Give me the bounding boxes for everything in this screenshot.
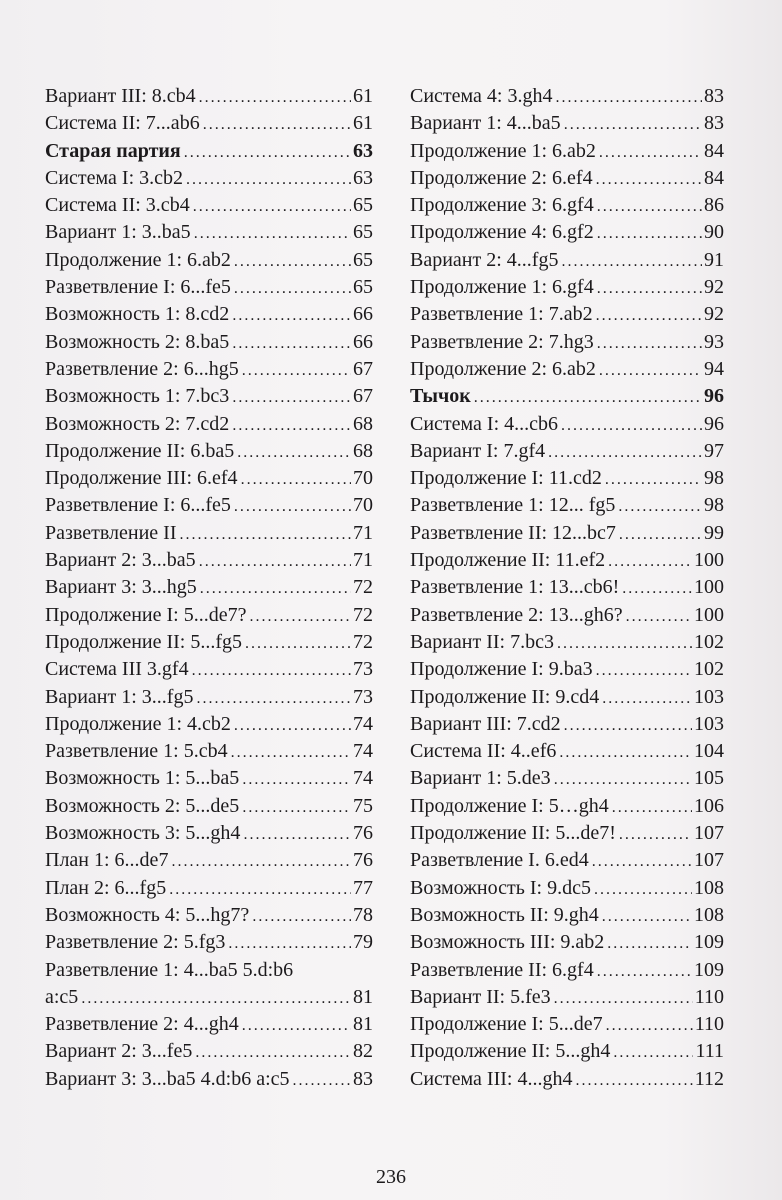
toc-entry-label: Система I: 3.cb2 [45,166,184,189]
toc-entry [410,957,724,984]
dot-leader [231,739,351,766]
toc-entry [410,847,724,874]
toc-entry [410,875,724,902]
toc-entry-label: Вариант 1: 5.de3 [410,767,551,790]
toc-entry-page-number: 91 [704,248,724,271]
toc-entry [410,165,724,192]
toc-entry-page-number: 109 [694,931,724,954]
toc-entry-page-number: 72 [353,576,373,599]
toc-entry-label: Вариант 1: 4...ba5 [410,112,561,135]
toc-entry [45,356,373,383]
toc-entry-page-number: 94 [704,357,724,380]
toc-entry-label: Система III: 4...gh4 [410,1067,573,1090]
toc-entry-page-number: 77 [353,876,373,899]
toc-entry-page-number: 72 [353,630,373,653]
dot-leader [195,1039,351,1066]
toc-entry-page-number: 65 [353,221,373,244]
toc-entry-page-number: 98 [704,494,724,517]
toc-entry [45,738,373,765]
toc-entry-page-number: 86 [704,194,724,217]
toc-entry-label: Продолжение I: 9.ba3 [410,658,593,681]
toc-entry [410,219,724,246]
toc-entry-label: Разветвление 2: 6...hg5 [45,357,239,380]
toc-entry [45,875,373,902]
toc-entry [45,711,373,738]
toc-entry-label: Вариант 1: 3..ba5 [45,221,191,244]
toc-entry-page-number: 106 [694,794,724,817]
toc-entry-label: Продолжение 1: 4.cb2 [45,712,231,735]
toc-entry [410,820,724,847]
toc-entry-page-number: 90 [704,221,724,244]
toc-entry-page-number: 82 [353,1040,373,1063]
toc-entry-page-number: 107 [694,849,724,872]
toc-entry-label: Возможность 3: 5...gh4 [45,822,241,845]
toc-entry [45,383,373,410]
toc-entry-page-number: 67 [353,357,373,380]
dot-leader [575,1067,692,1094]
toc-entry-page-number: 108 [694,903,724,926]
dot-leader [556,84,703,111]
toc-entry-page-number: 72 [353,603,373,626]
toc-entry-page-number: 112 [694,1067,724,1090]
dot-leader [228,930,351,957]
toc-entry-page-number: 66 [353,330,373,353]
toc-entry-label: Продолжение 2: 6.ef4 [410,166,593,189]
toc-entry-page-number: 67 [353,385,373,408]
dot-leader [612,794,692,821]
toc-entry-page-number: 71 [353,549,373,572]
toc-entry-label: Возможность 2: 7.cd2 [45,412,230,435]
toc-entry-label: Продолжение II: 5...de7! [410,822,616,845]
toc-entry-label-continued: a:c5 [45,985,79,1008]
toc-entry [410,1038,724,1065]
dot-leader [554,985,693,1012]
toc-entry-label: Продолжение II: 11.ef2 [410,549,606,572]
dot-leader [596,657,692,684]
toc-entry-label: Продолжение II: 6.ba5 [45,439,235,462]
toc-entry-page-number: 73 [353,685,373,708]
toc-entry-label: Разветвление I: 6...fe5 [45,494,231,517]
toc-entry-label: Продолжение I: 11.cd2 [410,467,602,490]
toc-entry-label: Вариант III: 7.cd2 [410,712,561,735]
toc-entry-page-number: 83 [704,85,724,107]
toc-entry-label: Возможность I: 9.dc5 [410,876,591,899]
dot-leader [186,166,351,193]
toc-entry-page-number: 103 [694,685,724,708]
dot-leader [564,111,702,138]
toc-entry-label: План 1: 6...de7 [45,849,169,872]
dot-leader [200,575,351,602]
dot-leader [597,220,702,247]
toc-entry-page-number: 63 [353,166,373,189]
toc-entry-label: Возможность 2: 5...de5 [45,794,240,817]
toc-entry [410,438,724,465]
toc-entry [410,301,724,328]
toc-entry [45,1011,373,1038]
dot-leader [193,193,351,220]
dot-leader [192,657,351,684]
toc-entry-page-number: 110 [694,1013,724,1036]
toc-entry-page-number: 70 [353,467,373,490]
toc-entry-label: Разветвление 1: 13...cb6! [410,576,620,599]
dot-leader [194,220,351,247]
toc-entry [45,492,373,519]
toc-entry [45,656,373,683]
toc-entry [410,984,724,1011]
dot-leader [592,848,692,875]
toc-entry [45,301,373,328]
toc-entry-page-number: 75 [353,794,373,817]
toc-entry-label: Продолжение I: 5…gh4 [410,794,609,817]
toc-entry [45,520,373,547]
toc-entry-page-number: 81 [353,1013,373,1036]
toc-entry-label: Разветвление II [45,521,177,544]
toc-entry [410,192,724,219]
toc-entry-label: Возможность 2: 8.ba5 [45,330,230,353]
toc-entry-label: Возможность III: 9.ab2 [410,931,605,954]
toc-entry-label: Разветвление I. 6.ed4 [410,849,589,872]
toc-entry-label: Продолжение II: 9.cd4 [410,685,600,708]
toc-entry-page-number: 74 [353,767,373,790]
dot-leader [242,1012,351,1039]
dot-leader [597,958,692,985]
toc-entry [45,820,373,847]
toc-entry [45,574,373,601]
toc-entry [45,219,373,246]
toc-entry-label: Возможность II: 9.gh4 [410,903,599,926]
toc-entry-label: Разветвление II: 6.gf4 [410,958,594,981]
dot-leader [564,712,692,739]
toc-entry [45,602,373,629]
dot-leader [199,548,351,575]
toc-entry-label: Разветвление 1: 5.cb4 [45,740,228,763]
dot-leader [293,1067,351,1094]
toc-entry [45,957,373,1012]
toc-entry-page-number: 102 [694,658,724,681]
toc-entry-page-number: 83 [704,112,724,135]
dot-leader [245,630,351,657]
toc-entry [45,110,373,137]
dot-leader [179,521,351,548]
toc-entry-label: Продолжение II: 5...gh4 [410,1040,611,1063]
dot-leader [596,166,702,193]
toc-entry [45,629,373,656]
toc-entry-page-number: 99 [704,521,724,544]
toc-entry-label: Система 4: 3.gh4 [410,85,553,107]
toc-entry-label: Продолжение 1: 6.ab2 [410,139,596,162]
toc-entry-page-number: 108 [694,876,724,899]
dot-leader [619,821,692,848]
toc-entry [410,793,724,820]
dot-leader [196,685,351,712]
toc-entry [410,247,724,274]
toc-entry-label: Вариант 2: 3...ba5 [45,549,196,572]
toc-entry-page-number: 107 [694,822,724,845]
toc-entry [45,192,373,219]
toc-entry-page-number: 61 [353,112,373,135]
toc-entry-label: Вариант 1: 3...fg5 [45,685,194,708]
toc-entry-label: Разветвление II: 12...bc7 [410,521,616,544]
toc-entry [410,738,724,765]
dot-leader [184,139,351,166]
toc-entry [410,274,724,301]
toc-entry-page-number: 92 [704,303,724,326]
dot-leader [602,903,692,930]
dot-leader [619,521,702,548]
dot-leader [237,439,351,466]
toc-entry-label: Вариант I: 7.gf4 [410,439,546,462]
toc-entry [410,138,724,165]
toc-entry-label: Разветвление I: 6...fe5 [45,276,231,299]
toc-entry-page-number: 70 [353,494,373,517]
toc-entry-page-number: 84 [704,166,724,189]
toc-entry-page-number: 93 [704,330,724,353]
dot-leader [557,630,692,657]
toc-entry-label: Вариант 3: 3...hg5 [45,576,197,599]
toc-entry-label: Продолжение I: 5...de7? [45,603,247,626]
dot-leader [613,1039,693,1066]
toc-entry [410,929,724,956]
dot-leader [596,302,702,329]
toc-entry-label: Возможность 1: 7.bc3 [45,385,230,408]
toc-entry-label: Вариант 2: 4...fg5 [410,248,559,271]
toc-entry-page-number: 65 [353,194,373,217]
dot-leader [234,275,351,302]
dot-leader [242,794,351,821]
toc-entry-label: Система II: 3.cb4 [45,194,190,217]
toc-entry [410,520,724,547]
toc-entry-page-number: 68 [353,412,373,435]
dot-leader [597,193,702,220]
dot-leader [561,412,702,439]
dot-leader [81,985,351,1012]
toc-left-column [45,83,373,1093]
toc-entry-page-number: 109 [694,958,724,981]
toc-entry-page-number: 105 [694,767,724,790]
toc-entry-page-number: 96 [704,412,724,435]
toc-entry-page-number: 84 [704,139,724,162]
dot-leader [252,903,351,930]
dot-leader [169,876,351,903]
toc-entry-page-number: 74 [353,712,373,735]
dot-leader [608,548,692,575]
toc-entry-label: Продолжение 1: 6.ab2 [45,248,231,271]
toc-entry [45,929,373,956]
toc-entry-label: Система II: 7...ab6 [45,112,200,135]
toc-entry [410,656,724,683]
toc-entry-label: Разветвление 1: 4...ba5 5.d:b6 [45,958,294,981]
dot-leader [597,275,702,302]
toc-entry [45,165,373,192]
toc-entry-label: Вариант II: 7.bc3 [410,630,554,653]
toc-entry [45,1038,373,1065]
toc-entry-page-number: 76 [353,822,373,845]
toc-entry [45,329,373,356]
dot-leader [234,248,351,275]
toc-entry [410,329,724,356]
toc-entry [410,411,724,438]
toc-entry [45,684,373,711]
toc-entry [410,902,724,929]
toc-entry [45,247,373,274]
toc-entry-label: Система II: 4..ef6 [410,740,557,763]
toc-entry-label: Продолжение 1: 6.gf4 [410,276,594,299]
toc-entry-page-number: 100 [694,576,724,599]
toc-entry-page-number: 79 [353,931,373,954]
dot-leader [607,930,692,957]
toc-entry-page-number: 65 [353,276,373,299]
toc-entry [410,1066,724,1093]
toc-entry-page-number: 73 [353,658,373,681]
dot-leader [602,685,692,712]
dot-leader [605,466,702,493]
toc-entry-label: Возможность 1: 5...ba5 [45,767,240,790]
toc-entry [410,83,724,110]
dot-leader [234,712,351,739]
page-number: 236 [376,1166,406,1188]
toc-entry-page-number: 63 [353,139,373,162]
toc-entry-page-number: 98 [704,467,724,490]
dot-leader [599,357,702,384]
dot-leader [548,439,702,466]
toc-entry-page-number: 74 [353,740,373,763]
toc-entry-page-number: 71 [353,521,373,544]
dot-leader [232,384,351,411]
toc-entry-page-number: 78 [353,903,373,926]
toc-entry-page-number: 100 [694,549,724,572]
toc-entry [45,274,373,301]
toc-entry [45,138,373,165]
dot-leader [561,248,702,275]
toc-entry-page-number: 111 [695,1040,724,1063]
dot-leader [554,766,692,793]
toc-entry [410,684,724,711]
toc-entry [410,765,724,792]
toc-entry-page-number: 96 [704,385,724,408]
toc-entry-label: Система III 3.gf4 [45,658,189,681]
toc-entry-label: План 2: 6...fg5 [45,876,167,899]
toc-entry-label: Вариант II: 5.fe3 [410,985,551,1008]
toc-entry-page-number: 61 [353,85,373,107]
toc-entry [410,383,724,410]
dot-leader [626,603,692,630]
toc-entry [45,83,373,110]
toc-entry-page-number: 81 [353,985,373,1008]
toc-entry [410,356,724,383]
toc-entry-label: Разветвление 1: 7.ab2 [410,303,593,326]
toc-entry-label: Продолжение 3: 6.gf4 [410,194,594,217]
dot-leader [599,139,702,166]
toc-entry [410,602,724,629]
toc-entry [45,1066,373,1093]
toc-entry [45,465,373,492]
toc-entry [45,902,373,929]
toc-entry [410,547,724,574]
dot-leader [474,384,702,411]
toc-entry-label: Продолжение I: 5...de7 [410,1013,603,1036]
dot-leader [559,739,692,766]
dot-leader [606,1012,693,1039]
toc-entry-page-number: 66 [353,303,373,326]
toc-entry-page-number: 100 [694,603,724,626]
toc-entry-page-number: 103 [694,712,724,735]
toc-entry [410,492,724,519]
dot-leader [242,357,351,384]
dot-leader [232,330,351,357]
toc-entry [45,411,373,438]
dot-leader [171,848,351,875]
toc-entry-label: Продолжение 2: 6.ab2 [410,357,596,380]
dot-leader [243,821,351,848]
dot-leader [232,412,351,439]
toc-entry-label: Возможность 4: 5...hg7? [45,903,250,926]
dot-leader [622,575,692,602]
toc-entry [410,1011,724,1038]
toc-entry-page-number: 65 [353,248,373,271]
dot-leader [234,493,351,520]
toc-entry-label: Разветвление 2: 4...gh4 [45,1013,239,1036]
dot-leader [249,603,351,630]
toc-entry-label: Продолжение III: 6.ef4 [45,467,238,490]
dot-leader [618,493,702,520]
toc-entry [45,547,373,574]
toc-entry-label: Разветвление 2: 5.fg3 [45,931,226,954]
toc-entry [410,711,724,738]
toc-entry [45,765,373,792]
toc-entry-page-number: 92 [704,276,724,299]
toc-entry-page-number: 97 [704,439,724,462]
toc-entry-label: Возможность 1: 8.cd2 [45,303,230,326]
toc-entry-label: Разветвление 2: 7.hg3 [410,330,594,353]
toc-entry [410,110,724,137]
toc-entry [410,574,724,601]
toc-entry [410,465,724,492]
toc-entry [410,629,724,656]
dot-leader [232,302,351,329]
toc-entry [45,438,373,465]
dot-leader [203,111,351,138]
toc-entry-label: Система I: 4...cb6 [410,412,559,435]
toc-entry-label: Старая партия [45,139,181,162]
toc-entry-label: Вариант 3: 3...ba5 4.d:b6 a:c5 [45,1067,290,1090]
toc-right-column [410,83,724,1093]
toc-entry-label: Вариант III: 8.cb4 [45,85,196,107]
toc-entry-page-number: 104 [694,740,724,763]
dot-leader [594,876,692,903]
toc-entry-page-number: 68 [353,439,373,462]
toc-entry-label: Разветвление 1: 12... fg5 [410,494,616,517]
toc-entry [45,793,373,820]
toc-entry-page-number: 102 [694,630,724,653]
toc-entry-page-number: 110 [694,985,724,1008]
dot-leader [242,766,351,793]
toc-entry-page-number: 83 [353,1067,373,1090]
dot-leader [199,84,351,111]
toc-entry-page-number: 76 [353,849,373,872]
toc-entry-label: Вариант 2: 3...fe5 [45,1040,193,1063]
toc-entry-label: Разветвление 2: 13...gh6? [410,603,623,626]
toc-entry-label: Продолжение II: 5...fg5 [45,630,243,653]
dot-leader [241,466,351,493]
dot-leader [597,330,702,357]
toc-entry-label: Тычок [410,385,471,408]
toc-entry [45,847,373,874]
toc-entry-label: Продолжение 4: 6.gf2 [410,221,594,244]
